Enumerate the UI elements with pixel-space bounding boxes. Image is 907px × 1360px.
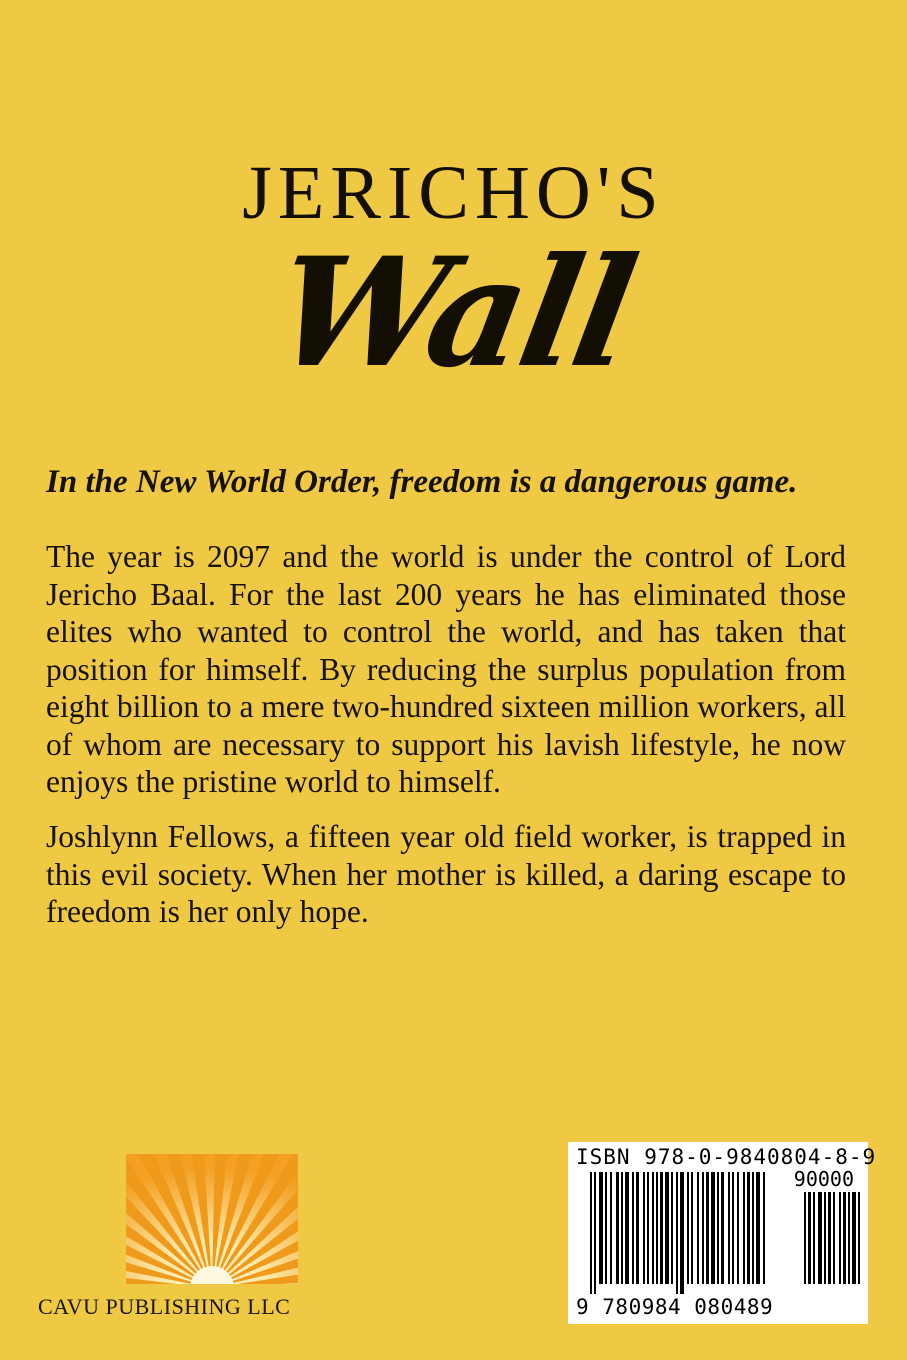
addon-barcode-bars bbox=[804, 1192, 862, 1294]
barcode-bar bbox=[610, 1172, 612, 1284]
barcode-bar bbox=[828, 1192, 831, 1284]
barcode-bar bbox=[687, 1172, 689, 1284]
barcode-bar bbox=[632, 1172, 634, 1284]
title-line-2: Wall bbox=[262, 225, 645, 401]
barcode-bar bbox=[732, 1172, 734, 1284]
barcode-bar bbox=[590, 1172, 592, 1294]
barcode-bar bbox=[621, 1172, 623, 1284]
isbn-barcode bbox=[568, 1142, 877, 1324]
barcode-bar bbox=[605, 1172, 607, 1284]
barcode-bar bbox=[676, 1172, 678, 1294]
barcode-bar bbox=[813, 1192, 815, 1284]
sunburst-logo-icon bbox=[126, 1154, 298, 1284]
barcode-bar bbox=[665, 1172, 669, 1284]
ean-digits: 9 780984 080489 bbox=[576, 1295, 774, 1319]
barcode-bar bbox=[594, 1172, 596, 1294]
barcode-bar bbox=[839, 1192, 841, 1284]
barcode-bar bbox=[808, 1192, 811, 1284]
barcode-bar bbox=[824, 1192, 826, 1284]
barcode-bar bbox=[625, 1172, 629, 1284]
barcode-bar bbox=[647, 1172, 649, 1284]
barcode-bar bbox=[747, 1172, 750, 1284]
synopsis-paragraph-2: Joshlynn Fellows, a fifteen year old field worker, is trapped in this evil society. When her mother is killed, a daring escape to freedom is her only hope. bbox=[46, 819, 846, 929]
barcode-bar bbox=[858, 1192, 860, 1284]
barcode-bar bbox=[702, 1172, 704, 1284]
barcode-bar bbox=[852, 1192, 856, 1284]
barcode-bar bbox=[660, 1172, 663, 1284]
barcode-bar bbox=[721, 1172, 724, 1284]
barcode-bar bbox=[636, 1172, 639, 1284]
barcode-bar bbox=[743, 1172, 745, 1284]
barcode-bar bbox=[599, 1172, 603, 1284]
barcode-bar bbox=[691, 1172, 693, 1284]
barcode-bar bbox=[818, 1192, 822, 1284]
barcode-bar bbox=[833, 1192, 835, 1284]
price-addon-number: 90000 bbox=[793, 1167, 854, 1191]
barcode-bar bbox=[763, 1172, 765, 1284]
synopsis-paragraph-1: The year is 2097 and the world is under the control of Lord Jericho Baal. For the last 200 years he has eliminated those elites who wanted to control the world, and has taken that position for himself. By reducing the surplus population from eight billion to a mere two-hundred sixteen million workers, all of whom are necessary to support his lavish lifestyle, he now enjoys the pristine world to himself. bbox=[46, 539, 846, 799]
ean-barcode-bars bbox=[590, 1172, 796, 1294]
barcode-bar bbox=[752, 1172, 754, 1284]
barcode-bar bbox=[616, 1172, 619, 1284]
barcode-bar bbox=[717, 1172, 719, 1284]
barcode-bar bbox=[848, 1192, 850, 1284]
publisher-name: CAVU PUBLISHING LLC bbox=[38, 1294, 291, 1319]
barcode-bar bbox=[711, 1172, 715, 1284]
barcode-bar bbox=[843, 1192, 846, 1284]
barcode-bar bbox=[697, 1172, 699, 1284]
barcode-bar bbox=[652, 1172, 654, 1284]
publisher-logo bbox=[38, 1154, 328, 1324]
barcode-bar bbox=[737, 1172, 739, 1284]
barcode-bar bbox=[706, 1172, 709, 1284]
barcode-bar bbox=[804, 1192, 806, 1284]
barcode-bar bbox=[643, 1172, 645, 1284]
title-line-1: JERICHO'S bbox=[242, 151, 665, 235]
barcode-bar bbox=[680, 1172, 684, 1294]
barcode-bar bbox=[671, 1172, 673, 1284]
barcode-bar bbox=[756, 1172, 760, 1284]
tagline: In the New World Order, freedom is a dangerous game. bbox=[46, 464, 798, 500]
barcode-bar bbox=[728, 1172, 730, 1284]
barcode-bar bbox=[656, 1172, 658, 1284]
isbn-number: ISBN 978-0-9840804-8-9 bbox=[576, 1145, 877, 1169]
